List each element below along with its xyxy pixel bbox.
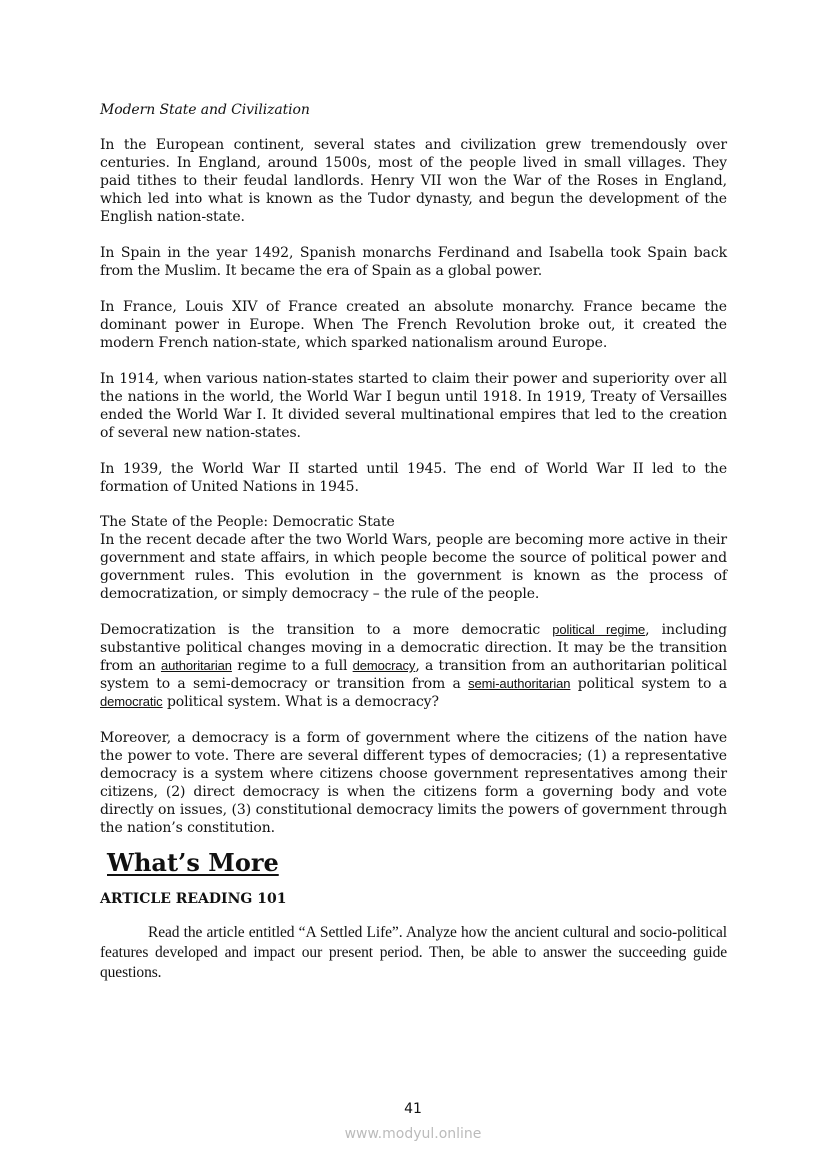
democratic-state-body: In the recent decade after the two World Wars, people are becoming more active in their government and state affairs, in which people become the source of political power and government rules. This evolution in the government is known as the process of democratization, or simply democracy – the rule of the people. [100, 532, 727, 602]
instructions-text: Read the article entitled “A Settled Life”. Analyze how the ancient cultural and socio-political features developed and impact our present period. Then, be able to answer the succeeding guide questions. [100, 924, 727, 981]
whats-more-heading: What’s More [107, 848, 279, 877]
paragraph-ww2: In 1939, the World War II started until 1945. The end of World War II led to the formation of United Nations in 1945. [100, 461, 727, 495]
text: , a transition from an authoritarian political system to a semi-democracy or transition from a [100, 658, 727, 692]
paragraph-democratization [100, 621, 727, 711]
page-number: 41 [404, 1101, 422, 1117]
paragraph-england: In the European continent, several states and civilization grew tremendously over centuries. In England, around 1500s, most of the people lived in small villages. They paid tithes to their feudal landlords. Henry VII won the War of the Roses in England, which led into what is known as the Tudor dynasty, and begun the development of the English nation-state. [100, 137, 727, 225]
section-title: Modern State and Civilization [100, 102, 310, 118]
paragraph-spain: In Spain in the year 1492, Spanish monarchs Ferdinand and Isabella took Spain back from the Muslim. It became the era of Spain as a global power. [100, 245, 727, 279]
text: regime to a full [231, 658, 353, 674]
instructions-paragraph [100, 923, 727, 983]
democratic-state-section [100, 513, 727, 603]
text: political system to a [570, 676, 727, 692]
text: political system. What is a democracy? [162, 694, 439, 710]
paragraph-ww1: In 1914, when various nation-states started to claim their power and superiority over all the nations in the world, the World War I begun until 1918. In 1919, Treaty of Versailles ended the World War I. It divided several multinational empires that led to the creation of several new nation-states. [100, 371, 727, 441]
link-democracy[interactable]: democracy [352, 658, 416, 673]
paragraph-democracy-types: Moreover, a democracy is a form of government where the citizens of the nation have the power to vote. There are several different types of democracies; (1) a representative democracy is a system where citizens choose government representatives among their citizens, (2) direct democracy is when the citizens form a governing body and vote directly on issues, (3) constitutional democracy limits the powers of government through the nation’s constitution. [100, 730, 727, 836]
paragraph-france: In France, Louis XIV of France created an absolute monarchy. France became the dominant power in Europe. When The French Revolution broke out, it created the modern French nation-state, which sparked nationalism around Europe. [100, 299, 727, 351]
democratic-state-title: The State of the People: Democratic State [100, 514, 395, 530]
link-authoritarian[interactable]: authoritarian [160, 658, 232, 673]
link-democratic[interactable]: democratic [100, 694, 163, 709]
text: Democratization is the transition to a more democratic [100, 622, 553, 638]
watermark: www.modyul.online [344, 1126, 482, 1142]
link-political-regime[interactable]: political regime [552, 622, 646, 637]
text: , including substantive political changes moving in a democratic direction. It may be the transition from an [100, 622, 727, 674]
article-reading-heading: ARTICLE READING 101 [100, 891, 287, 907]
link-semi-authoritarian[interactable]: semi-authoritarian [468, 676, 571, 691]
